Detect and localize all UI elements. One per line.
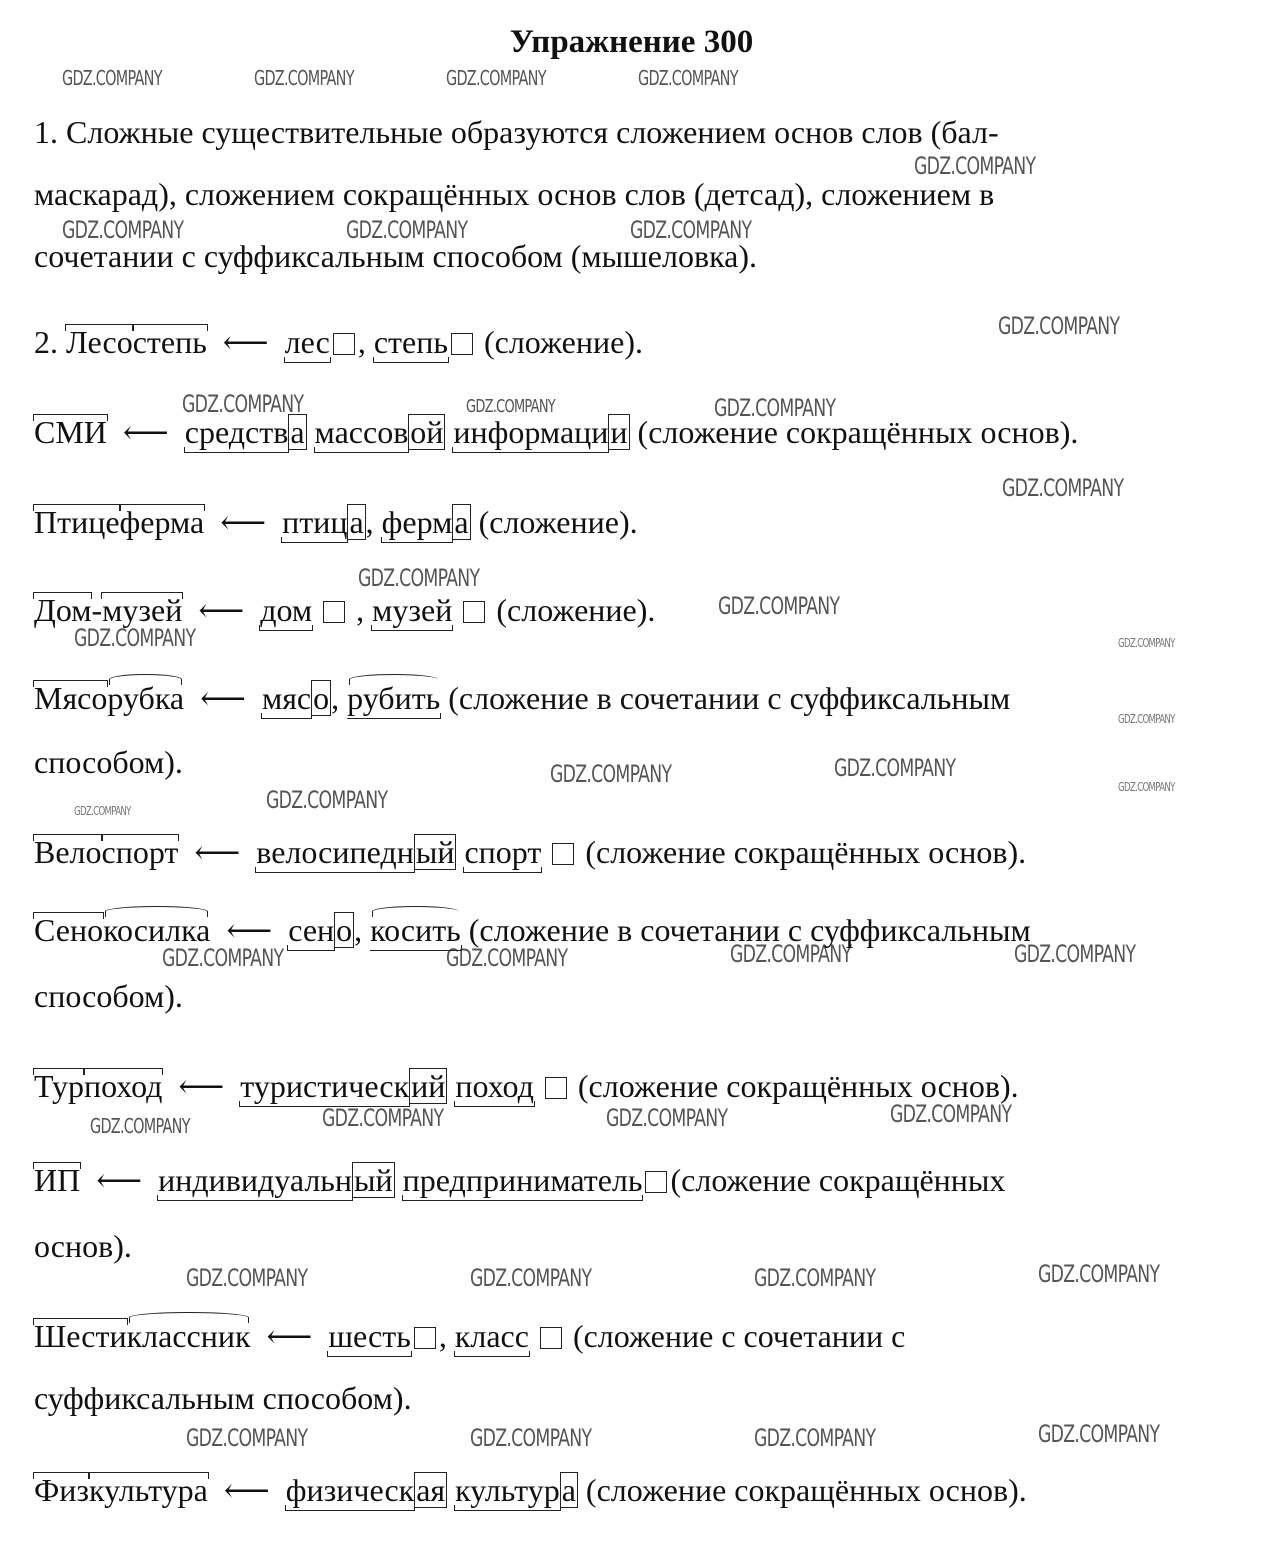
base: степь xyxy=(374,322,448,363)
watermark: GDZ.COMPANY xyxy=(446,944,568,972)
watermark: GDZ.COMPANY xyxy=(606,1104,728,1132)
base: физическ xyxy=(286,1470,414,1511)
watermark: GDZ.COMPANY xyxy=(322,1104,444,1132)
stem: музей xyxy=(102,592,183,628)
arrow-icon: ⟵ xyxy=(222,324,269,360)
ending: ая xyxy=(416,1472,446,1508)
stem: классник xyxy=(126,1318,251,1354)
stem: ферма xyxy=(119,504,205,540)
word-analysis-row xyxy=(34,1316,905,1357)
separator: , xyxy=(357,324,366,360)
watermark: GDZ.COMPANY xyxy=(718,592,840,620)
stem: Физ xyxy=(34,1472,90,1508)
null-ending xyxy=(645,1171,667,1193)
paragraph-line: 1. Сложные существительные образуются сложением основ слов (бал- xyxy=(34,114,999,150)
watermark: GDZ.COMPANY xyxy=(1038,1420,1160,1448)
word-analysis-row xyxy=(34,910,1031,951)
base: ферм xyxy=(382,502,453,543)
note-continuation: способом). xyxy=(34,978,183,1014)
base: класс xyxy=(455,1316,529,1357)
ending: а xyxy=(454,504,469,540)
watermark: GDZ.COMPANY xyxy=(74,624,196,652)
watermark: GDZ.COMPANY xyxy=(914,152,1036,180)
base: лес xyxy=(285,322,330,363)
word-analysis-row xyxy=(34,678,1010,719)
watermark: GDZ.COMPANY xyxy=(1118,636,1175,650)
note: (сложение сокращённых основ). xyxy=(637,414,1079,450)
stem: ИП xyxy=(34,1162,81,1198)
arrow-icon: ⟵ xyxy=(266,1318,313,1354)
page-title: Упражнение 300 xyxy=(509,24,754,60)
note: (сложение в сочетании с суффиксальным xyxy=(468,912,1031,948)
arrow-icon: ⟵ xyxy=(200,680,246,716)
arrow-icon: ⟵ xyxy=(198,592,245,628)
watermark: GDZ.COMPANY xyxy=(630,216,752,244)
separator: , xyxy=(365,504,374,540)
null-ending xyxy=(463,601,485,623)
ending: ой xyxy=(410,414,444,450)
arrow-icon: ⟵ xyxy=(178,1068,225,1104)
word-analysis-row xyxy=(34,1160,1005,1201)
watermark: GDZ.COMPANY xyxy=(1014,940,1136,968)
watermark: GDZ.COMPANY xyxy=(754,1424,876,1452)
word-analysis-row xyxy=(34,412,1078,453)
stem: Вело xyxy=(34,834,102,870)
watermark: GDZ.COMPANY xyxy=(182,390,304,418)
arrow-icon: ⟵ xyxy=(226,912,273,948)
base: шесть xyxy=(328,1316,410,1357)
note: (сложение сокращённых основ). xyxy=(585,834,1027,870)
stem: Сено xyxy=(34,912,104,948)
base: птиц xyxy=(282,502,347,543)
base: сен xyxy=(288,910,334,951)
base: индивидуальн xyxy=(158,1160,352,1201)
item-number: 2. xyxy=(34,324,66,360)
null-ending xyxy=(333,333,355,355)
word-analysis-row xyxy=(34,1470,1027,1511)
ending: ый xyxy=(354,1162,393,1198)
null-ending xyxy=(552,843,574,865)
base: туристическ xyxy=(240,1066,409,1107)
ending: ий xyxy=(411,1068,446,1104)
base: дом xyxy=(260,590,312,631)
base: средств xyxy=(185,412,289,453)
stem: Мясо xyxy=(34,680,108,716)
stem: спорт xyxy=(101,834,179,870)
stem: Тур xyxy=(34,1068,84,1104)
base: мяс xyxy=(262,678,311,719)
base: массов xyxy=(315,412,409,453)
watermark: GDZ.COMPANY xyxy=(162,944,284,972)
watermark: GDZ.COMPANY xyxy=(730,940,852,968)
null-ending xyxy=(414,1327,436,1349)
word-analysis-row xyxy=(34,832,1026,873)
watermark: GDZ.COMPANY xyxy=(890,1100,1012,1128)
watermark: GDZ.COMPANY xyxy=(346,216,468,244)
null-ending xyxy=(540,1327,562,1349)
stem: Дом xyxy=(34,592,92,628)
base: рубить xyxy=(347,678,440,719)
null-ending xyxy=(545,1077,567,1099)
ending: а xyxy=(349,504,364,540)
watermark: GDZ.COMPANY xyxy=(446,66,546,90)
ending: о xyxy=(313,680,330,716)
ending: а xyxy=(290,414,305,450)
watermark: GDZ.COMPANY xyxy=(266,786,388,814)
watermark: GDZ.COMPANY xyxy=(638,66,738,90)
arrow-icon: ⟵ xyxy=(122,414,169,450)
watermark: GDZ.COMPANY xyxy=(62,66,162,90)
word-analysis-row xyxy=(34,1066,1019,1107)
null-ending xyxy=(451,333,473,355)
base: информаци xyxy=(453,412,608,453)
null-ending xyxy=(323,601,345,623)
note: (сложение сокращённых xyxy=(670,1162,1006,1198)
note: (сложение в сочетании с суффиксальным xyxy=(448,680,1011,716)
watermark: GDZ.COMPANY xyxy=(254,66,354,90)
watermark: GDZ.COMPANY xyxy=(1118,712,1175,726)
separator: , xyxy=(438,1318,447,1354)
note: (сложение). xyxy=(496,592,656,628)
stem: Птице xyxy=(34,504,120,540)
ending: о xyxy=(336,912,353,948)
word-analysis-row xyxy=(34,590,655,631)
word-analysis-row xyxy=(34,502,638,543)
note-continuation: основ). xyxy=(34,1228,132,1264)
stem: культура xyxy=(89,1472,208,1508)
note: (сложение сокращённых основ). xyxy=(585,1472,1027,1508)
watermark: GDZ.COMPANY xyxy=(74,804,131,818)
separator: , xyxy=(331,680,340,716)
ending: а xyxy=(561,1472,576,1508)
note: (сложение). xyxy=(478,504,638,540)
watermark: GDZ.COMPANY xyxy=(550,760,672,788)
watermark: GDZ.COMPANY xyxy=(358,564,480,592)
watermark: GDZ.COMPANY xyxy=(62,216,184,244)
ending: и xyxy=(610,414,628,450)
note: (сложение сокращённых основ). xyxy=(577,1068,1019,1104)
stem: степь xyxy=(132,324,207,360)
base: культур xyxy=(455,1470,560,1511)
ending: ый xyxy=(415,834,455,870)
separator: , xyxy=(354,912,363,948)
watermark: GDZ.COMPANY xyxy=(470,1424,592,1452)
arrow-icon: ⟵ xyxy=(223,1472,270,1508)
note: (сложение с сочетании с xyxy=(572,1318,906,1354)
paragraph-line: сочетании с суффиксальным способом (мышеловка). xyxy=(34,238,757,274)
watermark: GDZ.COMPANY xyxy=(754,1264,876,1292)
base: поход xyxy=(455,1066,533,1107)
note: (сложение). xyxy=(483,324,643,360)
word-analysis-row xyxy=(34,322,643,363)
separator: , xyxy=(356,592,365,628)
watermark: GDZ.COMPANY xyxy=(466,396,555,417)
watermark: GDZ.COMPANY xyxy=(470,1264,592,1292)
base: музей xyxy=(372,590,452,631)
watermark: GDZ.COMPANY xyxy=(998,312,1120,340)
base: велосипедн xyxy=(256,832,414,873)
base: косить xyxy=(370,910,461,951)
watermark: GDZ.COMPANY xyxy=(186,1424,308,1452)
stem: поход xyxy=(83,1068,163,1104)
hyphen: - xyxy=(91,592,103,628)
base: предприниматель xyxy=(403,1160,643,1201)
watermark: GDZ.COMPANY xyxy=(90,1114,190,1138)
stem: Шести xyxy=(34,1318,127,1354)
stem: СМИ xyxy=(34,414,107,450)
stem: косилка xyxy=(103,912,211,948)
stem: Лесо xyxy=(66,324,133,360)
note-continuation: суффиксальным способом). xyxy=(34,1380,412,1416)
stem: рубка xyxy=(107,680,185,716)
watermark: GDZ.COMPANY xyxy=(1038,1260,1160,1288)
paragraph-line: маскарад), сложением сокращённых основ слов (детсад), сложением в xyxy=(34,176,995,212)
arrow-icon: ⟵ xyxy=(220,504,267,540)
note-continuation: способом). xyxy=(34,744,183,780)
watermark: GDZ.COMPANY xyxy=(1002,474,1124,502)
watermark: GDZ.COMPANY xyxy=(834,754,956,782)
watermark: GDZ.COMPANY xyxy=(1118,780,1175,794)
arrow-icon: ⟵ xyxy=(96,1162,143,1198)
arrow-icon: ⟵ xyxy=(194,834,241,870)
base: спорт xyxy=(464,832,541,873)
watermark: GDZ.COMPANY xyxy=(186,1264,308,1292)
watermark: GDZ.COMPANY xyxy=(714,394,836,422)
